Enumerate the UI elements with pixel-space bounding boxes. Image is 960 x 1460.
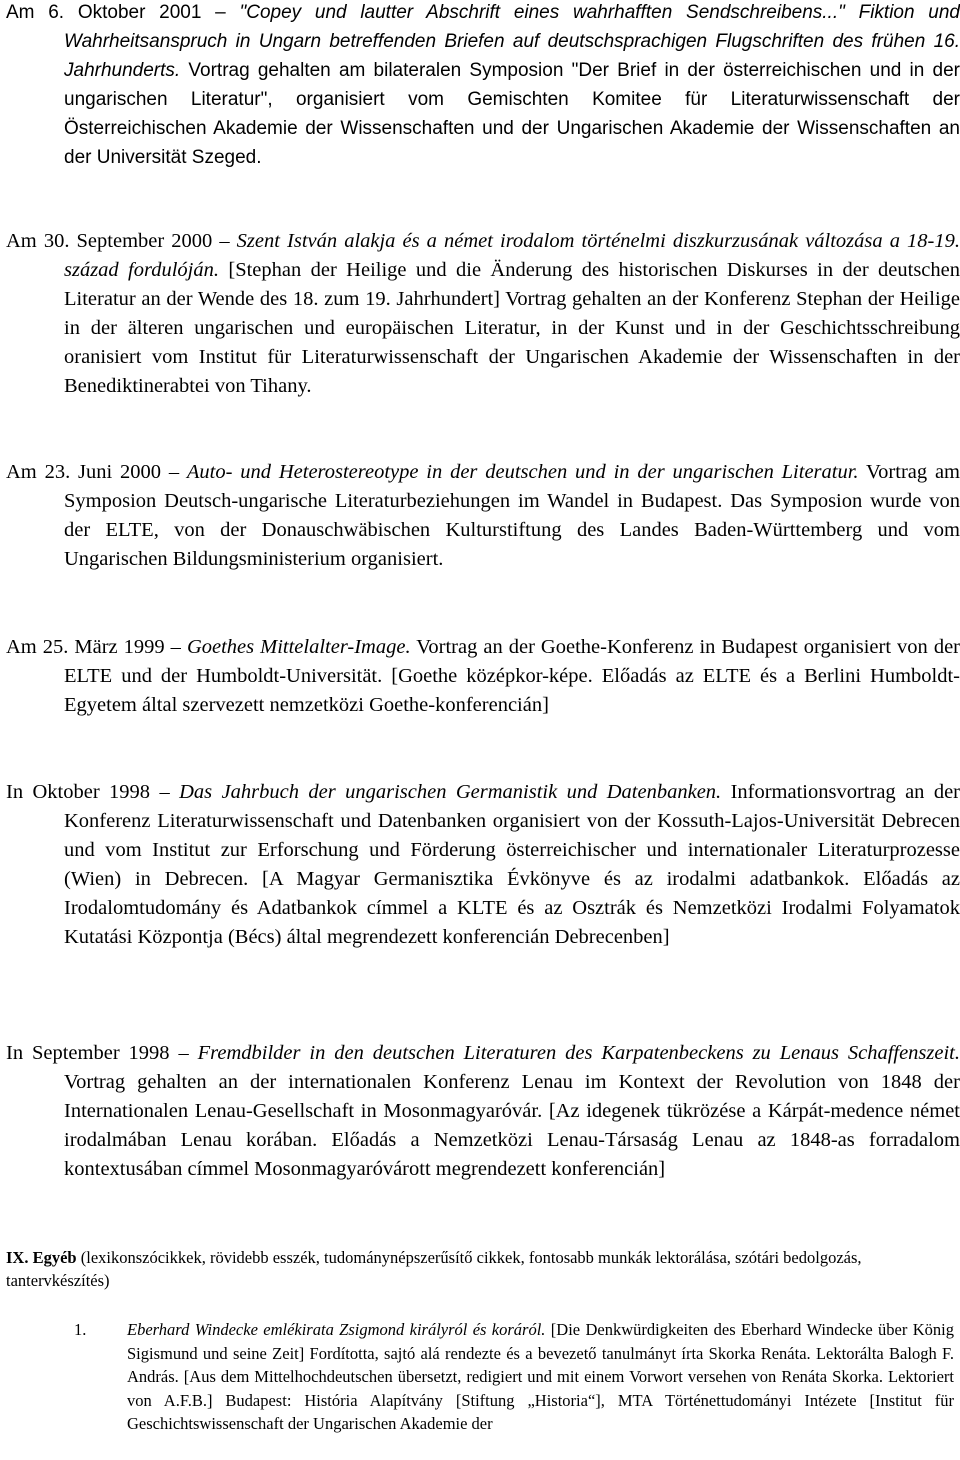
entry-date: Am 23. Juni 2000 – — [6, 461, 180, 483]
entry-1998-september — [0, 1039, 960, 1184]
entry-2000-september — [0, 227, 960, 401]
entry-date: In September 1998 – — [6, 1042, 189, 1064]
section-description: (lexikonszócikkek, rövidebb esszék, tudománynépszerűsítő cikkek, fontosabb munkák lektorálása, szótári bedolgozás, tantervkészítés) — [6, 1248, 862, 1290]
list-item-title: Eberhard Windecke emlékirata Zsigmond királyról és koráról. — [127, 1320, 546, 1339]
entry-date: Am 30. September 2000 – — [6, 230, 230, 252]
entry-title: Fremdbilder in den deutschen Literaturen des Karpatenbeckens zu Lenaus Schaffenszeit. — [197, 1042, 960, 1064]
entry-title: "Copey und lautter Abschrift eines wahrhafften Sendschreibens..." Fiktion und Wahrheitsanspruch in Ungarn betreffenden Briefen auf deutschsprachigen Flugschriften des frühen 16. Jahrhunderts. — [64, 2, 960, 81]
section-title: Egyéb — [32, 1248, 77, 1267]
entry-body: Informationsvortrag an der Konferenz Literaturwissenschaft und Datenbanken organisiert von der Kossuth-Lajos-Universität Debrecen und vom Institut zur Erforschung und Förderung österreichischer und internationaler Literaturprozesse (Wien) in Debrecen. [A Magyar Germanisztika Évkönyve és az irodalmi adatbankok. Előadás az Irodalomtudomány és Adatbankok címmel a KLTE és az Osztrák és Nemzetközi Irodalmi Folyamatok Kutatási Központja (Bécs) által megrendezett konferencián Debrecenben] — [64, 781, 960, 948]
entry-date: In Oktober 1998 – — [6, 781, 170, 803]
list-item-number: 1. — [74, 1320, 87, 1339]
entry-1999-maerz — [0, 633, 960, 720]
entry-body: Vortrag gehalten am bilateralen Symposion "Der Brief in der österreichischen und in der ungarischen Literatur", organisiert vom Gemischten Komitee für Literaturwissenschaft der Österreichischen Akademie der Wissenschaften und der Ungarischen Akademie der Wissenschaften an der Universität Szeged. — [64, 60, 960, 168]
entry-body: Vortrag gehalten an der internationalen Konferenz Lenau im Kontext der Revolution von 1848 der Internationalen Lenau-Gesellschaft in Mosonmagyaróvár. [Az idegenek tükrözése a Kárpát-medence német irodalmában Lenau korában. Előadás a Nemzetközi Lenau-Társaság Lenau az 1848-as forradalom kontextusában címmel Mosonmagyaróvárott megrendezett konferencián] — [64, 1071, 960, 1180]
entry-body: Vortrag am Symposion Deutsch-ungarische Literaturbeziehungen im Wandel in Budapest. Das Symposion wurde von der ELTE, von der Donauschwäbischen Kulturstiftung des Landes Baden-Württemberg und vom Ungarischen Bildungsministerium organisiert. — [64, 461, 960, 570]
section-number: IX. — [6, 1248, 29, 1267]
list-item-text — [127, 1318, 954, 1436]
entry-date: Am 25. März 1999 – — [6, 636, 181, 658]
list-item-body: [Die Denkwürdigkeiten des Eberhard Windecke über König Sigismund und seine Zeit] Fordította, sajtó alá rendezte és a bevezető tanulmányt írta Skorka Renáta. Lektorálta Balogh F. András. [Aus dem Mittelhochdeutschen übersetzt, redigiert und mit einem Vorwort versehen von Renáta Skorka. Lektoriert von A.F.B.] Budapest: História Alapítvány [Stiftung „Historia“], MTA Történettudományi Intézete [Institut für Geschichtswissenschaft der Ungarischen Akademie der — [127, 1320, 954, 1433]
entry-2000-juni — [0, 458, 960, 574]
section-heading — [6, 1246, 940, 1292]
entry-title: Das Jahrbuch der ungarischen Germanistik und Datenbanken. — [179, 781, 722, 803]
list-item — [74, 1318, 954, 1436]
entry-title: Auto- und Heterostereotype in der deutschen und in der ungarischen Literatur. — [186, 461, 859, 483]
entry-date: Am 6. Oktober 2001 – — [6, 2, 226, 23]
entry-body: Vortrag an der Goethe-Konferenz in Budapest organisiert von der ELTE und der Humboldt-Universität. [Goethe középkor-képe. Előadás az ELTE és a Berlini Humboldt-Egyetem által szervezett nemzetközi Goethe-konferencián] — [64, 636, 960, 716]
entry-title: Szent István alakja és a német irodalom történelmi diszkurzusának változása a 18-19. század fordulóján. — [64, 230, 960, 281]
entry-title: Goethes Mittelalter-Image. — [186, 636, 411, 658]
entry-1998-oktober — [0, 778, 960, 952]
entry-body: [Stephan der Heilige und die Änderung des historischen Diskurses in der deutschen Literatur an der Wende des 18. zum 19. Jahrhundert] Vortrag gehalten an der Konferenz Stephan der Heilige in der älteren ungarischen und europäischen Literatur, in der Kunst und in der Geschichtsschreibung oranisiert vom Institut für Literaturwissenschaft der Ungarischen Akademie der Wissenschaften in der Benediktinerabtei von Tihany. — [64, 259, 960, 397]
entry-2001-oktober — [0, 0, 960, 172]
